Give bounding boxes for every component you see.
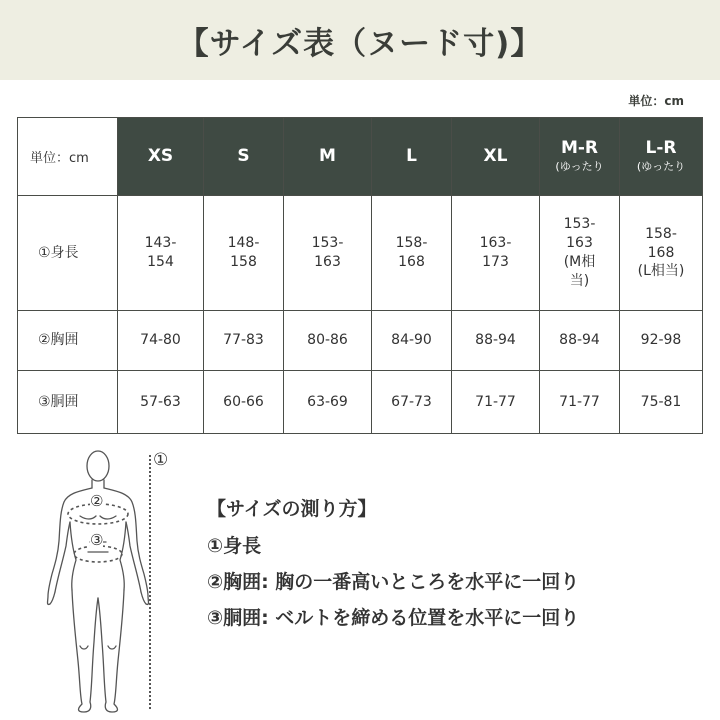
how-to-measure: [207, 494, 579, 639]
size-label: L-R: [645, 138, 677, 159]
table-cell: 57-63: [118, 371, 204, 434]
title-band: [0, 0, 720, 80]
size-label: S: [237, 145, 250, 166]
cell-line: 173: [482, 254, 509, 270]
cell-line: 154: [147, 254, 174, 270]
table-row-waist: [18, 371, 703, 434]
table-cell: 67-73: [372, 371, 452, 434]
table-cell: [452, 196, 540, 311]
cell-line: 163-: [479, 235, 512, 252]
cell-line: 158: [230, 254, 257, 270]
table-row-height: [18, 196, 703, 311]
table-cell: [372, 196, 452, 311]
cell-line: 143-: [144, 235, 177, 252]
size-label: M-R: [560, 138, 599, 159]
size-label: L: [406, 145, 417, 166]
table-cell: 84-90: [372, 311, 452, 371]
how-to-height: ①身長: [207, 535, 262, 557]
size-header-m: [284, 118, 372, 196]
unit-note: 単位：cm: [628, 94, 684, 108]
cell-line: 168: [647, 244, 675, 261]
cell-line: 当): [569, 272, 590, 289]
table-cell: 77-83: [204, 311, 284, 371]
page-title: 【サイズ表（ヌード寸)】: [177, 25, 543, 62]
table-cell: 80-86: [284, 311, 372, 371]
cell-line: 153-: [311, 235, 344, 252]
size-header-xs: [118, 118, 204, 196]
cell-line: 158-: [395, 235, 428, 252]
table-cell: 75-81: [620, 371, 703, 434]
table-cell: [284, 196, 372, 311]
row-label: ③胴囲: [18, 371, 118, 434]
height-marker: ①: [153, 450, 169, 470]
cell-line: (M相: [563, 254, 596, 270]
size-header-l: [372, 118, 452, 196]
size-header-s: [204, 118, 284, 196]
table-cell: 74-80: [118, 311, 204, 371]
size-label: XL: [483, 145, 508, 166]
height-measure-line: [149, 455, 151, 709]
table-cell: 88-94: [452, 311, 540, 371]
table-cell: 71-77: [540, 371, 620, 434]
cell-line: 148-: [227, 235, 260, 252]
cell-line: 163: [314, 254, 341, 270]
size-header-xl: [452, 118, 540, 196]
cell-line: 153-: [563, 216, 596, 233]
cell-line: 163: [566, 235, 593, 252]
table-cell: [118, 196, 204, 311]
size-header-m-r: [540, 118, 620, 196]
how-to-chest: ②胸囲: 胸の一番高いところを水平に一回り: [207, 571, 580, 593]
size-table: [17, 117, 703, 434]
how-to-measure-title: 【サイズの測り方】: [207, 498, 377, 520]
table-cell: [540, 196, 620, 311]
cell-line: (L相当): [637, 263, 685, 280]
table-cell: 88-94: [540, 311, 620, 371]
size-sublabel: (ゆったり: [636, 159, 686, 173]
table-cell: 60-66: [204, 371, 284, 434]
row-label: ①身長: [18, 196, 118, 311]
size-sublabel: (ゆったり: [555, 159, 604, 173]
table-cell: 63-69: [284, 371, 372, 434]
chest-marker: ②: [90, 492, 104, 510]
table-cell: 92-98: [620, 311, 703, 371]
size-label: M: [319, 145, 336, 166]
waist-marker: ③: [90, 531, 104, 549]
unit-corner-cell: 単位：cm: [18, 118, 118, 196]
cell-line: 168: [398, 254, 425, 270]
size-label: XS: [147, 145, 174, 166]
table-cell: 71-77: [452, 371, 540, 434]
table-cell: [204, 196, 284, 311]
row-label: ②胸囲: [18, 311, 118, 371]
table-cell: [620, 196, 703, 311]
table-header-row: [18, 118, 703, 196]
cell-line: 158-: [645, 225, 677, 242]
size-header-l-r: [620, 118, 703, 196]
how-to-waist: ③胴囲: ベルトを締める位置を水平に一回り: [207, 607, 580, 629]
table-row-chest: [18, 311, 703, 371]
